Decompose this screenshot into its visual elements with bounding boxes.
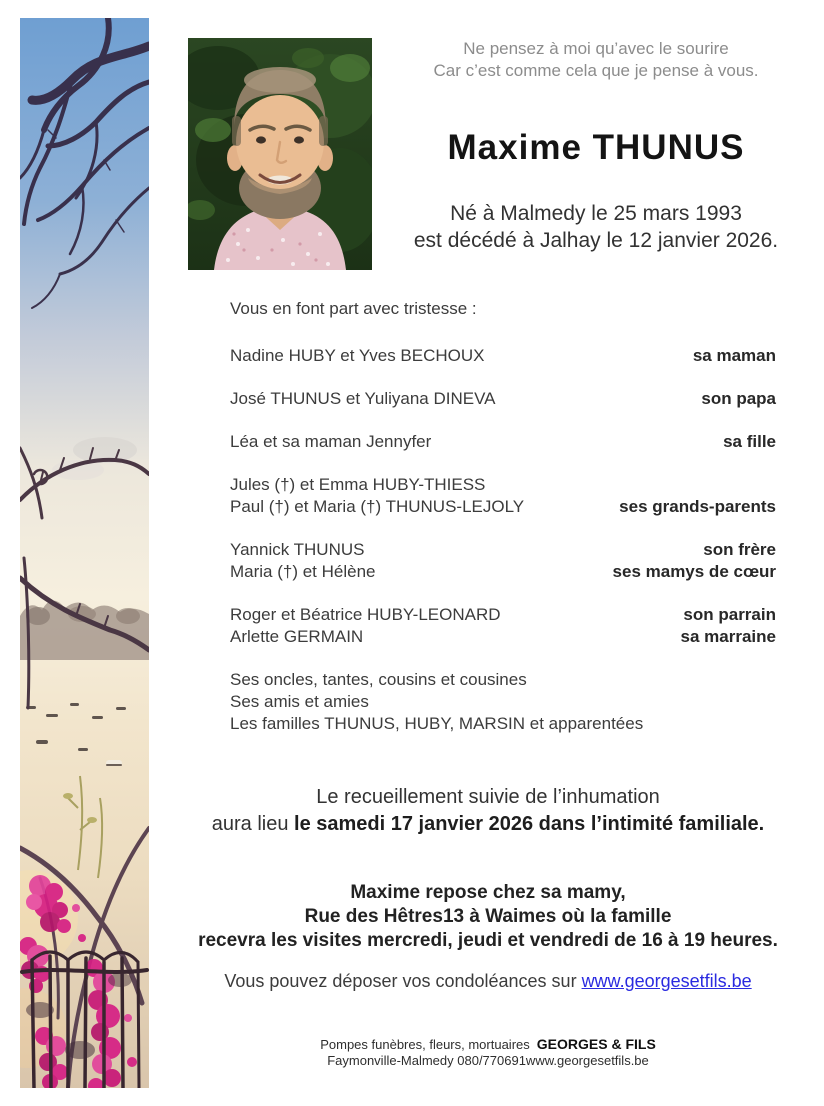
family-names: Les familles THUNUS, HUBY, MARSIN et apparentées xyxy=(230,714,644,733)
funeral-home-name: GEORGES & FILS xyxy=(536,1036,656,1052)
family-names: Yannick THUNUS xyxy=(230,540,365,559)
family-names: Roger et Béatrice HUBY-LEONARD xyxy=(230,605,501,624)
birth-line: Né à Malmedy le 25 mars 1993 xyxy=(450,202,742,225)
family-names: Nadine HUBY et Yves BECHOUX xyxy=(230,346,485,365)
funeral-home-footer xyxy=(155,1036,821,1069)
family-names: Ses amis et amies xyxy=(230,692,369,711)
family-names: Léa et sa maman Jennyfer xyxy=(230,432,432,451)
funeral-home-line-1 xyxy=(155,1036,821,1053)
family-line xyxy=(230,431,776,453)
family-group xyxy=(230,431,776,453)
family-line xyxy=(230,626,776,648)
death-line: est décédé à Jalhay le 12 janvier 2026. xyxy=(413,229,779,252)
condolences-line xyxy=(155,971,821,992)
family-names: Maria (†) et Hélène xyxy=(230,562,376,581)
family-line xyxy=(230,691,776,713)
ceremony-line-2-date: le samedi 17 janvier 2026 dans l’intimité familiale. xyxy=(294,813,765,835)
family-names: Ses oncles, tantes, cousins et cousines xyxy=(230,670,527,689)
relation-label: son papa xyxy=(701,389,776,408)
funeral-home-contact: Faymonville-Malmedy 080/770691www.georgesetfils.be xyxy=(327,1053,649,1068)
ceremony-line-2 xyxy=(155,811,821,838)
relation-label: ses mamys de cœur xyxy=(612,562,776,581)
condolences-text: Vous pouvez déposer vos condoléances sur xyxy=(224,971,582,991)
repose-line-1: Maxime repose chez sa mamy, xyxy=(350,882,626,903)
family-line xyxy=(230,539,776,561)
family-names: Paul (†) et Maria (†) THUNUS-LEJOLY xyxy=(230,497,525,516)
family-group xyxy=(230,604,776,648)
family-announcement xyxy=(230,298,776,756)
condolences-link[interactable]: www.georgesetfils.be xyxy=(581,971,752,991)
deceased-name: Maxime THUNUS xyxy=(447,128,745,167)
family-line xyxy=(230,713,776,735)
family-line xyxy=(230,474,776,496)
relation-label: sa maman xyxy=(692,346,776,365)
family-group xyxy=(230,669,776,735)
life-dates xyxy=(372,200,820,254)
relation-label: ses grands-parents xyxy=(619,497,776,516)
family-line xyxy=(230,669,776,691)
memorial-portrait-photo xyxy=(188,38,372,270)
family-names: Jules (†) et Emma HUBY-THIESS xyxy=(230,475,486,494)
ceremony-line-2-prefix: aura lieu xyxy=(211,813,295,835)
family-line xyxy=(230,496,776,518)
relation-label: son frère xyxy=(703,540,776,559)
family-line xyxy=(230,388,776,410)
funeral-home-services: Pompes funèbres, fleurs, mortuaires xyxy=(320,1037,530,1052)
relation-label: son parrain xyxy=(683,605,776,624)
quote-line-1: Ne pensez à moi qu’avec le sourire xyxy=(463,39,729,58)
header-block xyxy=(372,38,820,254)
repose-line-3: recevra les visites mercredi, jeudi et vendredi de 16 à 19 heures. xyxy=(198,930,778,951)
relation-label: sa marraine xyxy=(680,627,776,646)
relation-label: sa fille xyxy=(723,432,776,451)
family-group xyxy=(230,539,776,583)
ceremony-announcement xyxy=(155,784,821,838)
ceremony-line-1: Le recueillement suivie de l’inhumation xyxy=(316,786,660,808)
family-line xyxy=(230,561,776,583)
announcement-intro: Vous en font part avec tristesse : xyxy=(230,299,477,318)
repose-announcement xyxy=(155,881,821,953)
family-names: Arlette GERMAIN xyxy=(230,627,364,646)
family-names: José THUNUS et Yuliyana DINEVA xyxy=(230,389,496,408)
family-line xyxy=(230,604,776,626)
family-group xyxy=(230,345,776,367)
family-group xyxy=(230,474,776,518)
memorial-quote xyxy=(372,38,820,82)
quote-line-2: Car c’est comme cela que je pense à vous. xyxy=(433,61,759,80)
family-line xyxy=(230,345,776,367)
family-group xyxy=(230,388,776,410)
side-nature-photo xyxy=(20,18,149,1088)
repose-line-2: Rue des Hêtres13 à Waimes où la famille xyxy=(304,906,672,927)
